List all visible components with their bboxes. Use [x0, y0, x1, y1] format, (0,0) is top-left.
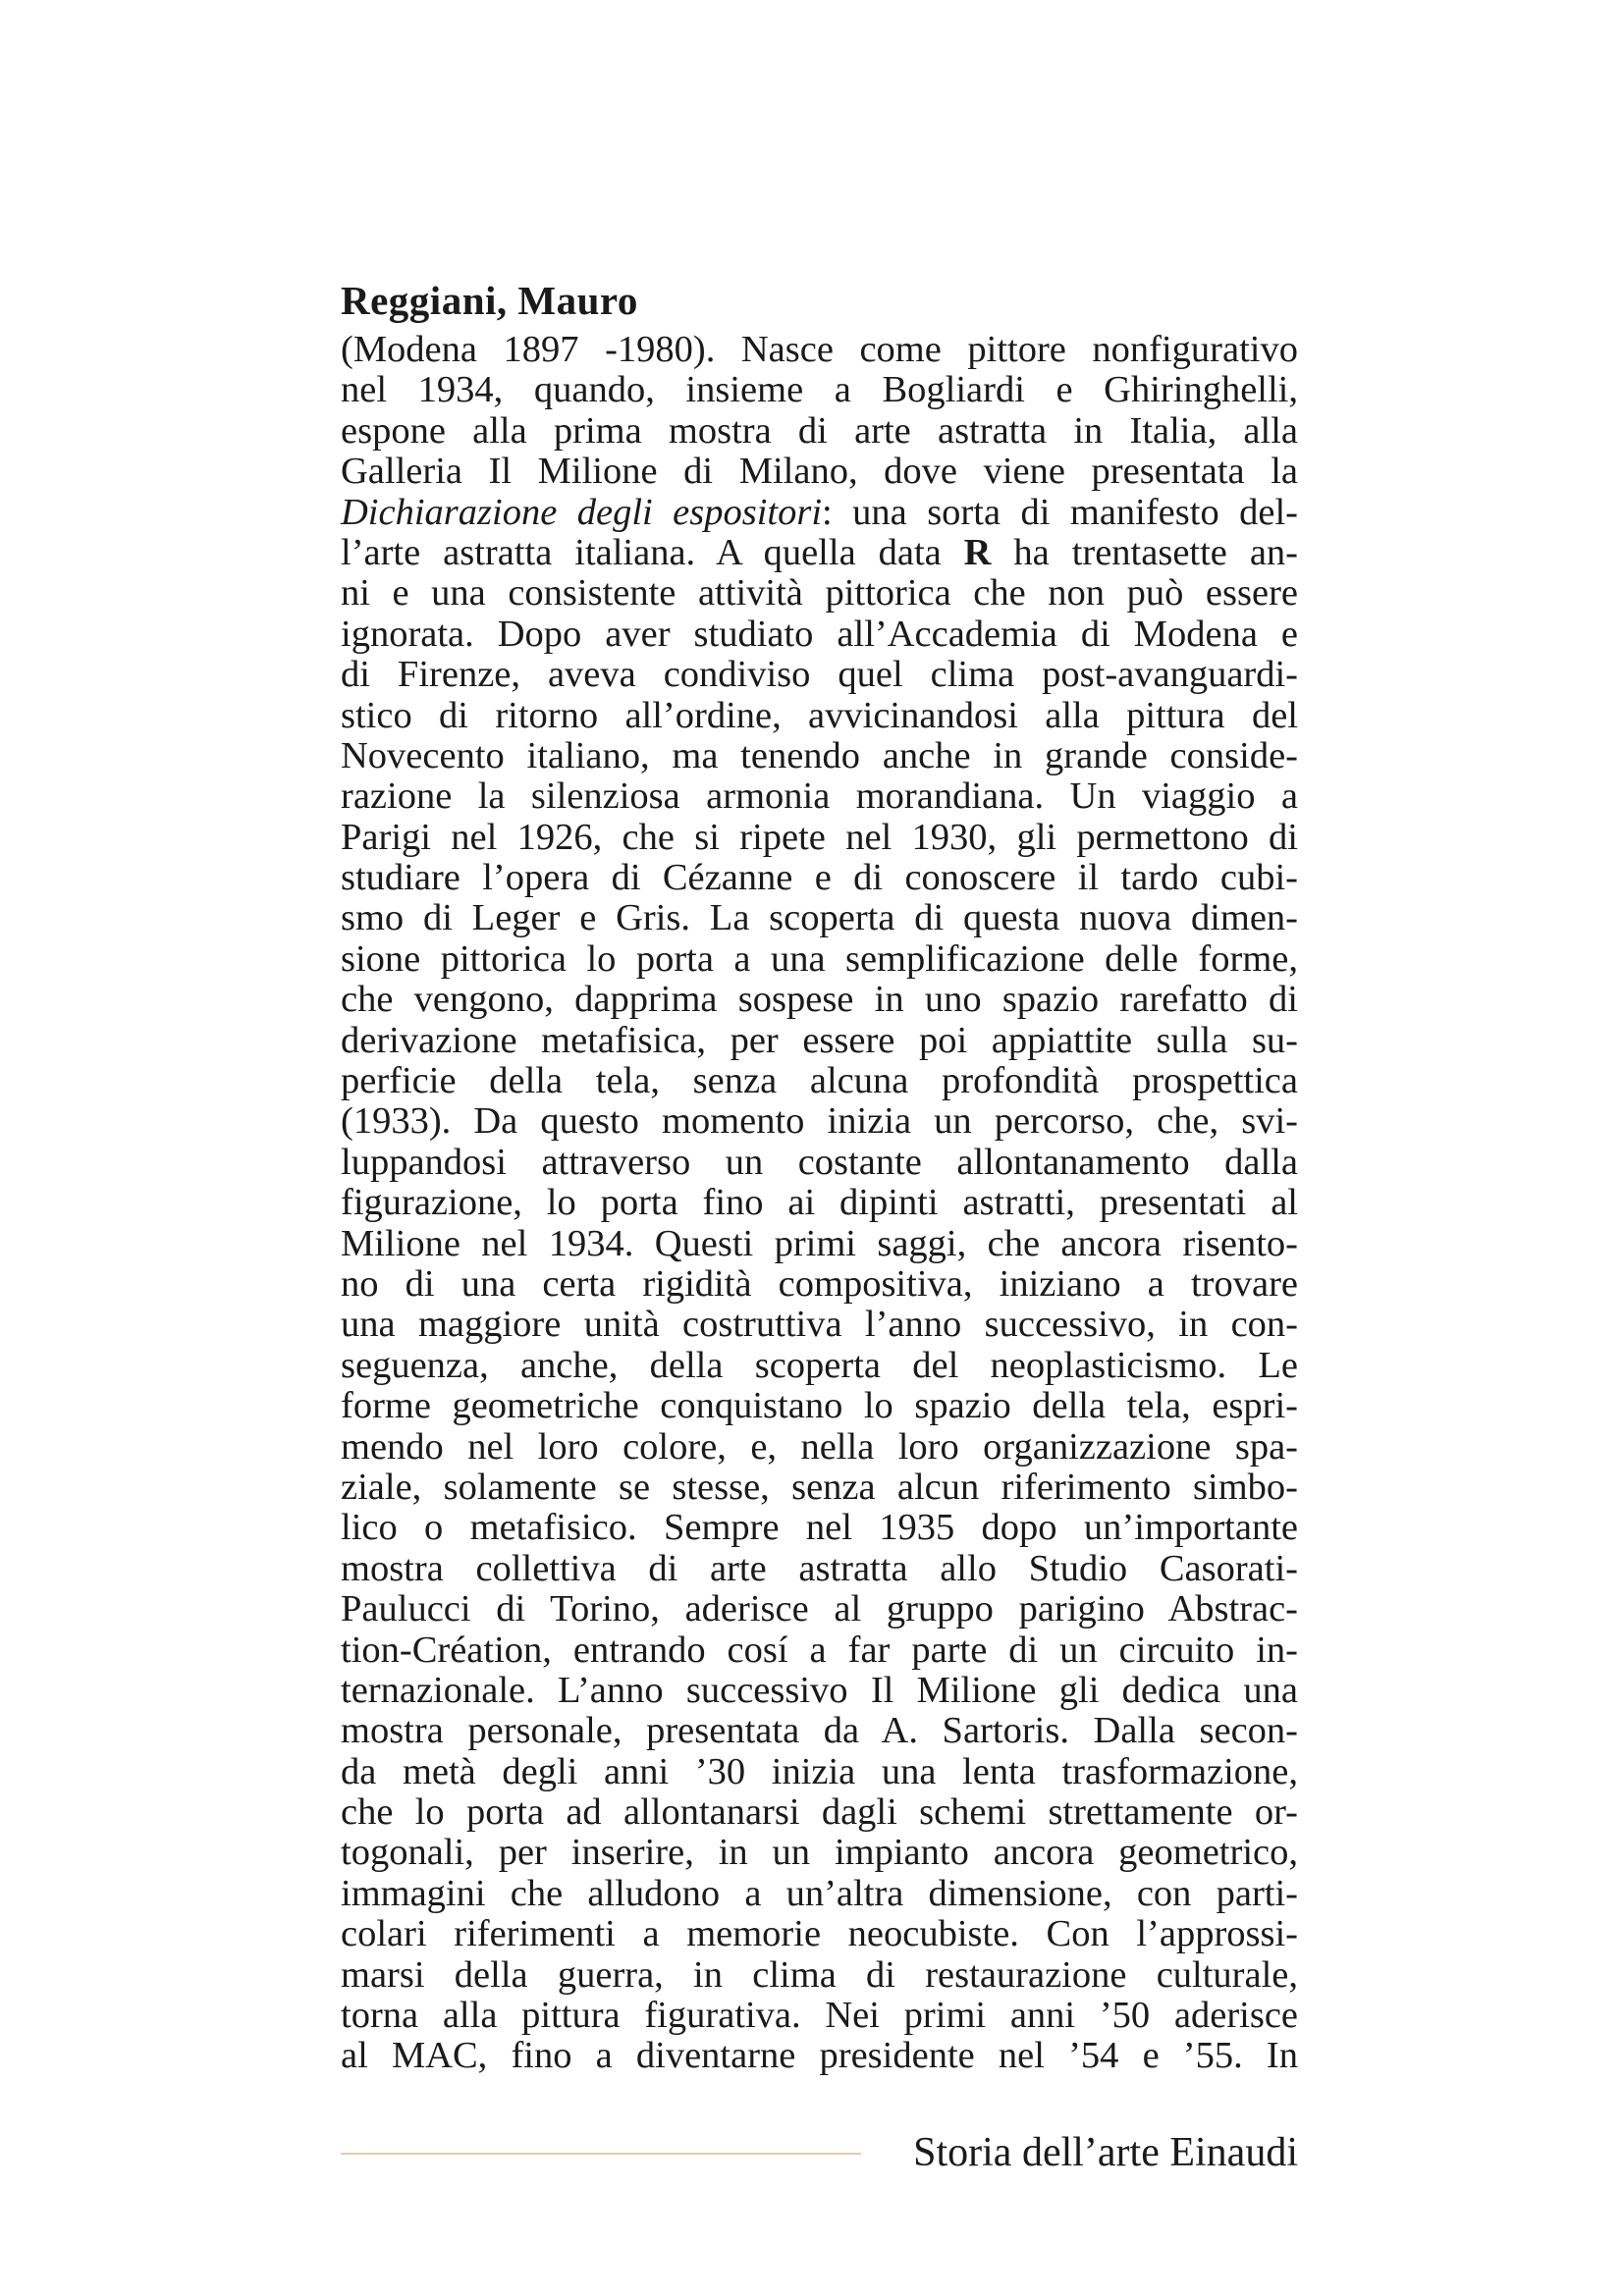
body-line: studiare l’opera di Cézanne e di conoscere il tardo cubi- [341, 857, 1298, 899]
body-line: ziale, solamente se stesse, senza alcun riferimento simbo- [341, 1466, 1298, 1508]
body-line: Dichiarazione degli espositori: una sorta di manifesto del- [341, 491, 1298, 533]
body-line: mostra collettiva di arte astratta allo Studio Casorati- [341, 1547, 1298, 1589]
body-line: nel 1934, quando, insieme a Bogliardi e Ghiringhelli, [341, 369, 1298, 411]
body-line: Parigi nel 1926, che si ripete nel 1930, gli permettono di [341, 816, 1298, 858]
body-line: da metà degli anni ’30 inizia una lenta trasformazione, [341, 1750, 1298, 1792]
body-line: ternazionale. L’anno successivo Il Milione gli dedica una [341, 1669, 1298, 1711]
body-line: no di una certa rigidità compositiva, iniziano a trovare [341, 1262, 1298, 1305]
entry-title: Reggiani, Mauro [341, 278, 638, 323]
italic-title: Dichiarazione degli espositori [341, 491, 823, 533]
body-line: di Firenze, aveva condiviso quel clima post-avanguardi- [341, 654, 1298, 696]
body-line: ignorata. Dopo aver studiato all’Accademia di Modena e [341, 613, 1298, 655]
body-line: stico di ritorno all’ordine, avvicinandosi alla pittura del [341, 694, 1298, 736]
body-line: forme geometriche conquistano lo spazio della tela, espri- [341, 1385, 1298, 1427]
body-line: perficie della tela, senza alcuna profondità prospettica [341, 1060, 1298, 1102]
entry-body [341, 330, 1298, 2077]
body-line: razione la silenziosa armonia morandiana. Un viaggio a [341, 775, 1298, 818]
body-line: togonali, per inserire, in un impianto ancora geometrico, [341, 1832, 1298, 1874]
body-line: (Modena 1897 -1980). Nasce come pittore nonfigurativo [341, 329, 1298, 370]
body-line: che lo porta ad allontanarsi dagli schemi strettamente or- [341, 1791, 1298, 1834]
body-line: Paulucci di Torino, aderisce al gruppo parigino Abstrac- [341, 1588, 1298, 1630]
body-line: mendo nel loro colore, e, nella loro organizzazione spa- [341, 1425, 1298, 1468]
body-line: sione pittorica lo porta a una semplificazione delle forme, [341, 937, 1298, 980]
footer-rule [341, 2153, 861, 2155]
body-line: espone alla prima mostra di arte astratta in Italia, alla [341, 409, 1298, 452]
body-line: marsi della guerra, in clima di restaurazione culturale, [341, 1953, 1298, 1996]
body-line: al MAC, fino a diventarne presidente nel ’54 e ’55. In [341, 2035, 1298, 2077]
page-footer [341, 2125, 1298, 2180]
body-line: Galleria Il Milione di Milano, dove viene presentata la [341, 451, 1298, 493]
body-line: che vengono, dapprima sospese in uno spazio rarefatto di [341, 979, 1298, 1021]
body-line: immagini che alludono a un’altra dimensione, con parti- [341, 1872, 1298, 1914]
encyclopedia-entry [341, 275, 1298, 2077]
body-line: lico o metafisico. Sempre nel 1935 dopo un’importante [341, 1507, 1298, 1549]
body-line: luppandosi attraverso un costante allontanamento dalla [341, 1141, 1298, 1183]
body-line: figurazione, lo porta fino ai dipinti astratti, presentati al [341, 1182, 1298, 1224]
body-line: Novecento italiano, ma tenendo anche in grande conside- [341, 734, 1298, 776]
footer-title: Storia dell’arte Einaudi [913, 2130, 1298, 2175]
body-line: una maggiore unità costruttiva l’anno successivo, in con- [341, 1304, 1298, 1346]
body-line: l’arte astratta italiana. A quella data R ha trentasette an- [341, 531, 1298, 573]
body-line: smo di Leger e Gris. La scoperta di questa nuova dimen- [341, 897, 1298, 939]
bold-initial: R [963, 531, 992, 573]
body-line: derivazione metafisica, per essere poi appiattite sulla su- [341, 1019, 1298, 1061]
body-line: Milione nel 1934. Questi primi saggi, che ancora risento- [341, 1222, 1298, 1264]
body-line: torna alla pittura figurativa. Nei primi anni ’50 aderisce [341, 1995, 1298, 2037]
body-line: colari riferimenti a memorie neocubiste. Con l’approssi- [341, 1913, 1298, 1955]
body-line: ni e una consistente attività pittorica che non può essere [341, 572, 1298, 614]
body-line: mostra personale, presentata da A. Sartoris. Dalla secon- [341, 1710, 1298, 1752]
body-line: (1933). Da questo momento inizia un percorso, che, svi- [341, 1100, 1298, 1143]
body-line: seguenza, anche, della scoperta del neoplasticismo. Le [341, 1344, 1298, 1386]
body-line: tion-Création, entrando cosí a far parte di un circuito in- [341, 1629, 1298, 1671]
